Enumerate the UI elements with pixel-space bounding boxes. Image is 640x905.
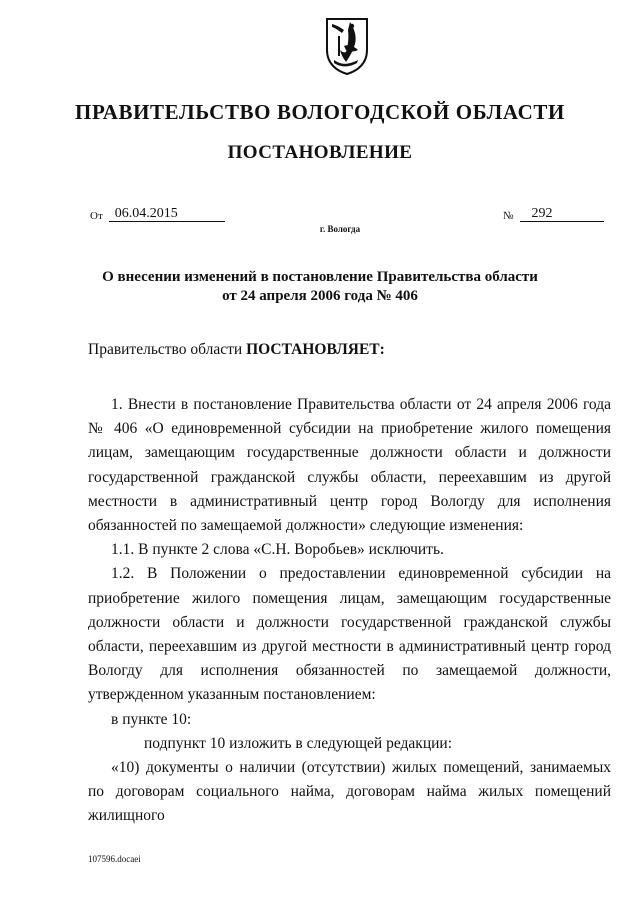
paragraph-subitem: подпункт 10 изложить в следующей редакции: bbox=[144, 734, 453, 752]
document-heading bbox=[0, 268, 640, 306]
paragraph-1: 1. Внести в постановление Правительства области от 24 апреля 2006 года № 406 «О единовременной субсидии на приобретение жилого помещения лицам, замещающим государственные должности области и должности государственной гражданской службы области, переехавшим из другой местности в административный центр город Вологду для исполнения обязанностей по замещаемой должности» следующие изменения: bbox=[88, 396, 611, 535]
city-label: г. Вологда bbox=[319, 224, 361, 234]
paragraph-1-1: 1.1. В пункте 2 слова «С.Н. Воробьев» исключить. bbox=[111, 541, 444, 559]
document-type: ПОСТАНОВЛЕНИЕ bbox=[227, 142, 413, 163]
number-label: № bbox=[503, 210, 514, 222]
date-value: 06.04.2015 bbox=[109, 206, 225, 222]
paragraph-quote: «10) документы о наличии (отсутствии) жилых помещений, занимаемых по договорам социального найма, договорам найма жилых помещений жилищного bbox=[88, 759, 611, 825]
coat-of-arms-icon bbox=[324, 16, 370, 76]
document-body bbox=[88, 393, 611, 829]
preamble-bold: ПОСТАНОВЛЯЕТ: bbox=[246, 341, 385, 358]
number-value: 292 bbox=[520, 206, 604, 222]
number-field bbox=[503, 206, 604, 222]
date-label: От bbox=[90, 210, 103, 222]
heading-line-2: от 24 апреля 2006 года № 406 bbox=[222, 288, 418, 304]
file-code: 107596.docaei bbox=[88, 854, 141, 864]
date-field bbox=[90, 206, 225, 222]
heading-line-1: О внесении изменений в постановление Правительства области bbox=[102, 269, 538, 285]
preamble bbox=[88, 341, 385, 359]
organization-title: ПРАВИТЕЛЬСТВО ВОЛОГОДСКОЙ ОБЛАСТИ bbox=[75, 100, 565, 124]
paragraph-1-2: 1.2. В Положении о предоставлении единовременной субсидии на приобретение жилого помещения лицам, замещающим государственные должности области и должности государственной гражданской службы области, переехавшим из другой местности в административный центр город Вологду для исполнения обязанностей по замещаемой должности, утвержденном указанным постановлением: bbox=[88, 565, 611, 704]
preamble-text: Правительство области bbox=[88, 341, 247, 358]
paragraph-item-10: в пункте 10: bbox=[111, 710, 192, 728]
